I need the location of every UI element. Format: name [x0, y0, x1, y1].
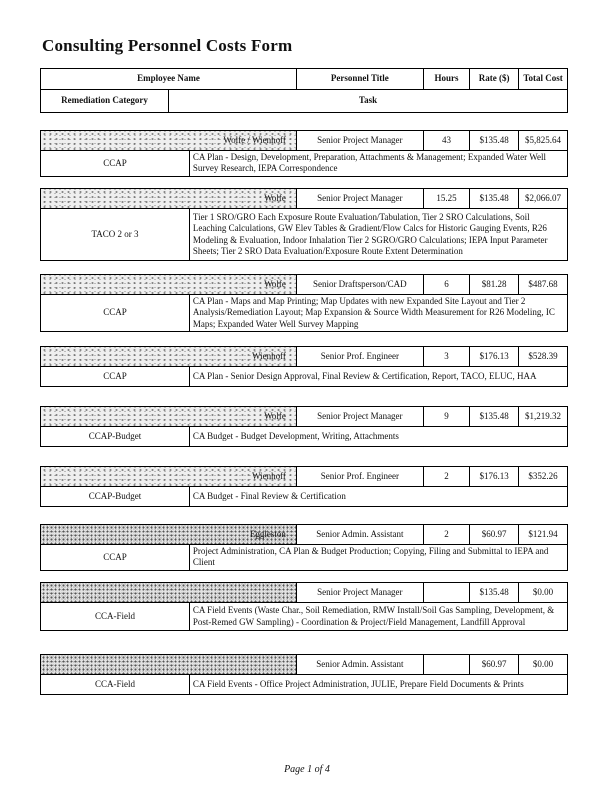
- rate-value: $60.97: [470, 525, 519, 545]
- header-rate: Rate ($): [470, 69, 519, 90]
- cost-entry: [40, 130, 568, 177]
- hours-value: 43: [423, 131, 470, 151]
- rate-value: $81.28: [470, 275, 519, 295]
- personnel-title: Senior Project Manager: [296, 131, 423, 151]
- remediation-category: CCAP: [41, 151, 190, 177]
- task-description: CA Plan - Maps and Map Printing; Map Updates with new Expanded Site Layout and Tier 2 Analysis/Remediation Layout; Map Expansion & Source Width Measurement for R26 Modeling, IC Maps; Expanded Water Well Survey Mapping: [189, 295, 567, 332]
- personnel-title: Senior Admin. Assistant: [296, 525, 423, 545]
- total-cost-value: $487.68: [519, 275, 568, 295]
- cost-entry: [40, 188, 568, 261]
- task-description: CA Plan - Senior Design Approval, Final Review & Certification, Report, TACO, ELUC, HAA: [189, 367, 567, 387]
- page-title: Consulting Personnel Costs Form: [42, 36, 293, 55]
- task-description: CA Budget - Budget Development, Writing, Attachments: [189, 427, 567, 447]
- total-cost-value: $121.94: [519, 525, 568, 545]
- page-number: Page 1 of 4: [284, 764, 330, 775]
- remediation-category: CCAP: [41, 367, 190, 387]
- task-description: CA Field Events (Waste Char., Soil Remediation, RMW Install/Soil Gas Sampling, Development, & Post-Remed GW Sampling) - Coordination & Project/Field Management, Landfill Approval: [189, 603, 567, 631]
- rate-value: $135.48: [470, 583, 519, 603]
- personnel-title: Senior Admin. Assistant: [296, 655, 423, 675]
- task-description: Project Administration, CA Plan & Budget Production; Copying, Filing and Submittal to IEPA and Client: [189, 545, 567, 571]
- personnel-title: Senior Prof. Engineer: [296, 347, 423, 367]
- employee-name: Wolfe: [41, 189, 297, 209]
- header-total-cost: Total Cost: [519, 69, 568, 90]
- employee-name: Wienhoff: [41, 347, 297, 367]
- hours-value: [423, 655, 470, 675]
- header-task: Task: [169, 90, 568, 113]
- rate-value: $135.48: [470, 131, 519, 151]
- hours-value: 2: [423, 525, 470, 545]
- employee-name: [41, 655, 297, 675]
- cost-entry: [40, 654, 568, 695]
- header-hours: Hours: [423, 69, 470, 90]
- rate-value: $176.13: [470, 347, 519, 367]
- employee-name: [41, 583, 297, 603]
- employee-name: Wolfe: [41, 407, 297, 427]
- header-employee-name: Employee Name: [41, 69, 297, 90]
- cost-entry: [40, 406, 568, 447]
- employee-name: Wienhoff: [41, 467, 297, 487]
- cost-entry: [40, 466, 568, 507]
- rate-value: $135.48: [470, 407, 519, 427]
- task-description: Tier 1 SRO/GRO Each Exposure Route Evaluation/Tabulation, Tier 2 SRO Calculations, Soil Leaching Calculations, GW Elev Tables & Gradient/Flow Calcs for Historic Gauging Events, R26 Modeling & Evaluation, Indoor Inhalation Tier 2 SGRO/GRO Calculations; IEPA Input Parameter Sheets; Tier 2 SRO Data Evaluation/Exposure Route Extent Determination: [189, 209, 567, 261]
- personnel-title: Senior Prof. Engineer: [296, 467, 423, 487]
- task-description: CA Field Events - Office Project Administration, JULIE, Prepare Field Documents & Prints: [189, 675, 567, 695]
- employee-name: Wolfe / Wienhoff: [41, 131, 297, 151]
- total-cost-value: $0.00: [519, 655, 568, 675]
- total-cost-value: $528.39: [519, 347, 568, 367]
- total-cost-value: $1,219.32: [519, 407, 568, 427]
- hours-value: 15.25: [423, 189, 470, 209]
- remediation-category: CCAP: [41, 545, 190, 571]
- hours-value: [423, 583, 470, 603]
- cost-entry: [40, 582, 568, 631]
- total-cost-value: $2,066.07: [519, 189, 568, 209]
- total-cost-value: $5,825.64: [519, 131, 568, 151]
- total-cost-value: $352.26: [519, 467, 568, 487]
- hours-value: 9: [423, 407, 470, 427]
- task-description: CA Budget - Final Review & Certification: [189, 487, 567, 507]
- employee-name: Wolfe: [41, 275, 297, 295]
- personnel-title: Senior Project Manager: [296, 189, 423, 209]
- header-table-row2: [40, 89, 568, 113]
- task-description: CA Plan - Design, Development, Preparation, Attachments & Management; Expanded Water Well Survey Research, IEPA Correspondence: [189, 151, 567, 177]
- remediation-category: CCAP-Budget: [41, 487, 190, 507]
- hours-value: 2: [423, 467, 470, 487]
- cost-entry: [40, 346, 568, 387]
- remediation-category: CCAP: [41, 295, 190, 332]
- header-remediation-category: Remediation Category: [41, 90, 169, 113]
- remediation-category: CCA-Field: [41, 675, 190, 695]
- personnel-title: Senior Draftsperson/CAD: [296, 275, 423, 295]
- remediation-category: TACO 2 or 3: [41, 209, 190, 261]
- total-cost-value: $0.00: [519, 583, 568, 603]
- employee-name: Eggleston: [41, 525, 297, 545]
- remediation-category: CCAP-Budget: [41, 427, 190, 447]
- personnel-title: Senior Project Manager: [296, 583, 423, 603]
- personnel-title: Senior Project Manager: [296, 407, 423, 427]
- hours-value: 6: [423, 275, 470, 295]
- rate-value: $135.48: [470, 189, 519, 209]
- header-table: [40, 68, 568, 90]
- rate-value: $176.13: [470, 467, 519, 487]
- remediation-category: CCA-Field: [41, 603, 190, 631]
- hours-value: 3: [423, 347, 470, 367]
- rate-value: $60.97: [470, 655, 519, 675]
- cost-entry: [40, 524, 568, 571]
- cost-entry: [40, 274, 568, 332]
- header-personnel-title: Personnel Title: [296, 69, 423, 90]
